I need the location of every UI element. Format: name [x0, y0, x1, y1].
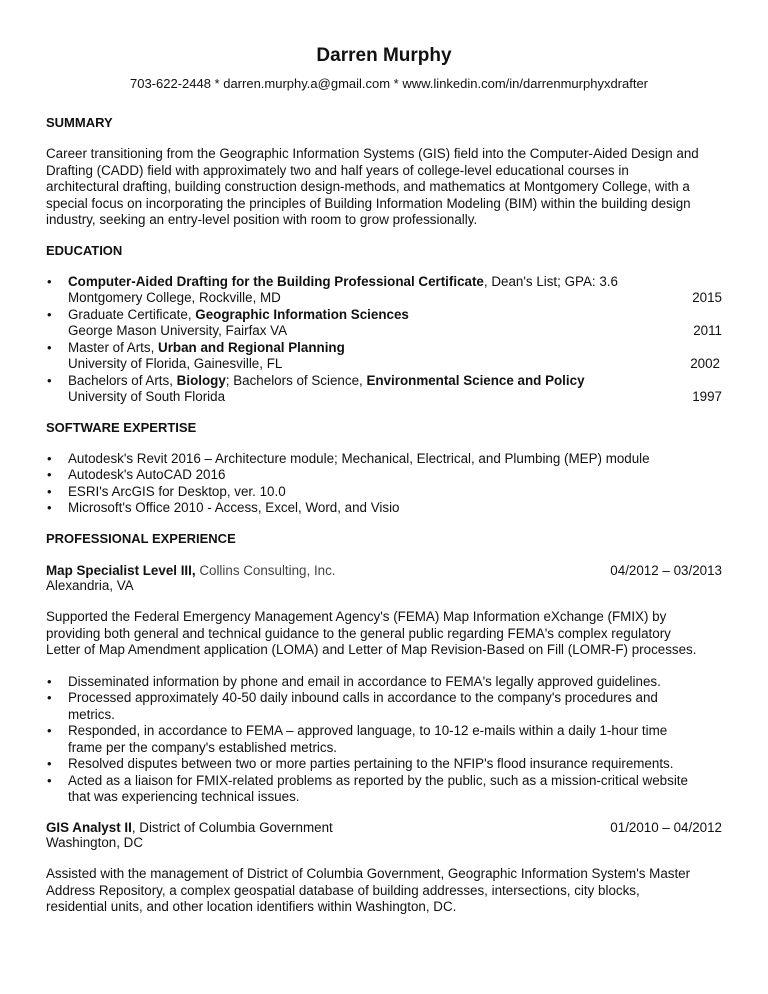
duty-line: • Resolved disputes between two or more parties pertaining to the NFIP's flood insurance requirements.: [68, 756, 674, 771]
duty-line: • Acted as a liaison for FMIX-related problems as reported by the public, such as a mission-critical website: [68, 772, 688, 788]
summary-line: industry, seeking an entry-level position with room to grow professionally.: [46, 212, 478, 227]
job-description: [46, 609, 722, 659]
school-name: George Mason University, Fairfax VA: [68, 323, 288, 338]
education-item: [46, 340, 722, 373]
summary-heading: SUMMARY: [46, 115, 113, 130]
description-line: Address Repository, a complex geospatial database of building addresses, intersections, city blocks,: [46, 882, 640, 898]
summary-line: Drafting (CADD) field with approximately two and half years of college-level educational courses in: [46, 162, 629, 178]
job-entry: [46, 820, 722, 916]
duty-item: [46, 723, 722, 756]
job-title: Map Specialist Level III,: [46, 562, 196, 578]
software-heading: SOFTWARE EXPERTISE: [46, 419, 197, 435]
summary-line: special focus on incorporating the principles of Building Information Modeling (BIM) within the building design: [46, 195, 691, 211]
school-name: University of South Florida: [68, 389, 226, 404]
graduation-year: 2011: [693, 323, 722, 338]
degree-name-2: Environmental Science and Policy: [366, 372, 585, 388]
job-dates: 01/2010 – 04/2012: [610, 819, 722, 835]
graduation-year: 2015: [692, 290, 722, 305]
degree-pre: Master of Arts,: [68, 339, 159, 355]
software-list: [46, 451, 722, 517]
education-item: [46, 274, 722, 307]
education-heading: EDUCATION: [46, 242, 123, 258]
education-list: [46, 274, 722, 406]
software-item: • Autodesk's Revit 2016 – Architecture module; Mechanical, Electrical, and Plumbing (MEP) module: [46, 451, 722, 468]
duty-item: [46, 674, 722, 691]
candidate-name: Darren Murphy: [316, 45, 452, 66]
description-line: residential units, and other location identifiers within Washington, DC.: [46, 899, 457, 914]
degree-name: Computer-Aided Drafting for the Building Professional Certificate: [68, 273, 484, 289]
software-item: • Microsoft's Office 2010 - Access, Excel, Word, and Visio: [46, 500, 722, 517]
description-line: Assisted with the management of District of Columbia Government, Geographic Information System's Master: [46, 866, 691, 881]
contact-line: 703-622-2448 * darren.murphy.a@gmail.com * www.linkedin.com/in/darrenmurphyxdrafter: [129, 76, 649, 91]
job-description: [46, 866, 722, 916]
graduation-year: 1997: [692, 389, 722, 404]
software-item: • Autodesk's AutoCAD 2016: [46, 467, 722, 484]
software-item: • ESRI's ArcGIS for Desktop, ver. 10.0: [46, 484, 722, 501]
description-line: Supported the Federal Emergency Management Agency's (FEMA) Map Information eXchange (FMIX) by: [46, 609, 667, 624]
description-line: providing both general and technical guidance to the general public regarding FEMA's complex regulatory: [46, 625, 671, 641]
school-name: University of Florida, Gainesville, FL: [68, 356, 283, 371]
job-dates: 04/2012 – 03/2013: [610, 562, 722, 578]
degree-post: , Dean's List; GPA: 3.6: [483, 273, 618, 289]
degree-name: Geographic Information Sciences: [195, 306, 409, 322]
school-name: Montgomery College, Rockville, MD: [68, 290, 281, 305]
degree-name: Urban and Regional Planning: [158, 339, 345, 355]
summary-line: architectural drafting, building construction design-methods, and mathematics at Montgomery College, with a: [46, 179, 690, 194]
education-item: [46, 307, 722, 340]
resume-page: [46, 44, 722, 916]
duty-line: frame per the company's established metrics.: [68, 739, 337, 755]
degree-pre: Bachelors of Arts,: [68, 372, 177, 388]
job-duties-list: [46, 674, 722, 806]
employer-name: Collins Consulting, Inc.: [199, 562, 336, 578]
duty-line: • Processed approximately 40-50 daily inbound calls in accordance to the company's procedures and: [68, 690, 658, 705]
degree-name: Biology: [176, 372, 226, 388]
duty-line: that was experiencing technical issues.: [68, 789, 300, 804]
description-line: Letter of Map Amendment application (LOMA) and Letter of Map Revision-Based on Fill (LOMR-F) processes.: [46, 642, 697, 657]
duty-line: • Disseminated information by phone and email in accordance to FEMA's legally approved guidelines.: [68, 673, 661, 689]
job-entry: [46, 563, 722, 806]
experience-heading: PROFESSIONAL EXPERIENCE: [46, 530, 236, 546]
job-location: Alexandria, VA: [46, 577, 134, 593]
degree-post: ; Bachelors of Science,: [225, 372, 367, 388]
education-item: [46, 373, 722, 406]
duty-line: • Responded, in accordance to FEMA – approved language, to 10-12 e-mails within a daily 1-hour time: [68, 723, 668, 738]
job-location: Washington, DC: [46, 834, 143, 850]
duty-item: [46, 756, 722, 773]
summary-line: Career transitioning from the Geographic Information Systems (GIS) field into the Computer-Aided Design and: [46, 146, 699, 161]
duty-item: [46, 773, 722, 806]
graduation-year: 2002: [690, 356, 720, 371]
duty-item: [46, 690, 722, 723]
duty-line: metrics.: [68, 706, 115, 722]
summary-text: [46, 146, 722, 229]
degree-pre: Graduate Certificate,: [68, 306, 196, 322]
employer-name: , District of Columbia Government: [131, 819, 333, 835]
job-title: GIS Analyst II: [46, 819, 132, 835]
